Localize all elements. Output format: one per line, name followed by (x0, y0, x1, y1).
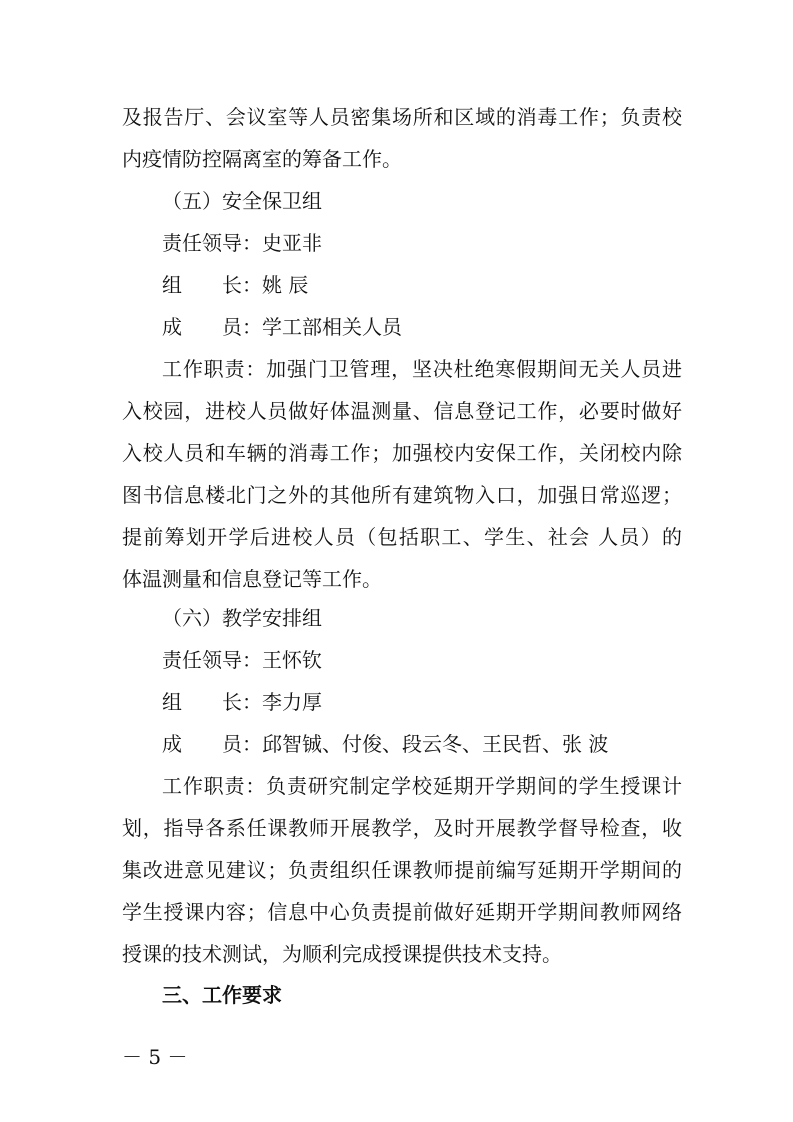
group5-head-row (162, 273, 682, 297)
paragraph-line: 及报告厅、会议室等人员密集场所和区域的消毒工作；负责校 (122, 105, 682, 129)
group6-duties-line: 授课的技术测试，为顺利完成授课提供技术支持。 (122, 942, 562, 966)
group5-duties-line: 入校园，进校人员做好体温测量、信息登记工作，必要时做好 (122, 399, 682, 423)
group5-duties-line: 图书信息楼北门之外的其他所有建筑物入口，加强日常巡逻； (122, 483, 682, 507)
group6-head: 李力厚 (262, 690, 322, 714)
group5-leader-label: 责任领导： (162, 231, 262, 255)
group5-duties-line: 提前筹划开学后进校人员（包括职工、学生、社会 人员）的 (122, 525, 682, 549)
group5-members-row (162, 315, 682, 339)
group6-duties-line: 工作职责：负责研究制定学校延期开学期间的学生授课计 (162, 774, 682, 798)
group6-members-row (162, 732, 682, 756)
group5-title: （五）安全保卫组 (162, 189, 322, 213)
group6-title: （六）教学安排组 (162, 606, 322, 630)
group5-members-label: 成 员： (162, 315, 262, 339)
group6-head-label: 组 长： (162, 690, 262, 714)
group6-members: 邱智铖、付俊、段云冬、王民哲、张 波 (262, 732, 609, 756)
group5-members: 学工部相关人员 (262, 315, 402, 339)
group6-head-row (162, 690, 682, 714)
group5-duties-line: 工作职责：加强门卫管理，坚决杜绝寒假期间无关人员进 (162, 357, 682, 381)
paragraph-line: 内疫情防控隔离室的筹备工作。 (122, 147, 402, 171)
group6-members-label: 成 员： (162, 732, 262, 756)
group5-head: 姚 辰 (262, 273, 309, 297)
group5-leader-row (162, 231, 682, 255)
page-number: － 5 － (122, 1045, 188, 1069)
group5-leader: 史亚非 (262, 231, 322, 255)
section3-title: 三、工作要求 (162, 983, 282, 1007)
group6-duties-line: 集改进意见建议；负责组织任课教师提前编写延期开学期间的 (122, 858, 682, 882)
group5-duties-line: 入校人员和车辆的消毒工作；加强校内安保工作，关闭校内除 (122, 441, 682, 465)
group6-leader-row (162, 648, 682, 672)
group5-duties-line: 体温测量和信息登记等工作。 (122, 567, 382, 591)
group5-head-label: 组 长： (162, 273, 262, 297)
group6-duties-line: 划，指导各系任课教师开展教学，及时开展教学督导检查，收 (122, 816, 682, 840)
group6-leader-label: 责任领导： (162, 648, 262, 672)
group6-duties-line: 学生授课内容；信息中心负责提前做好延期开学期间教师网络 (122, 900, 682, 924)
group6-leader: 王怀钦 (262, 648, 322, 672)
